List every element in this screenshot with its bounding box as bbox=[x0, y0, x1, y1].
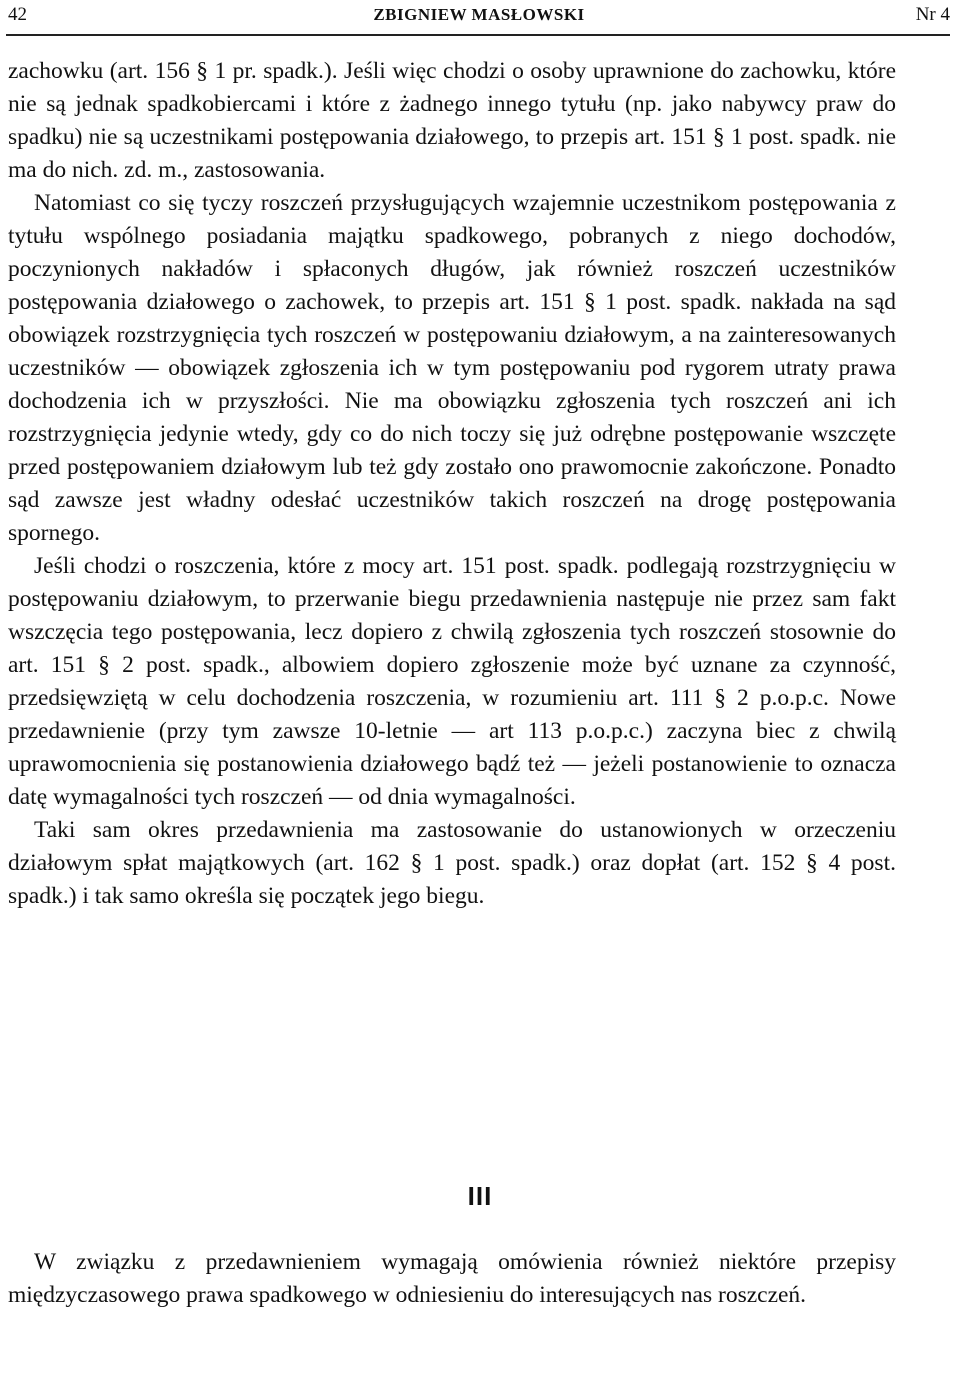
paragraph: Taki sam okres przedawnienia ma zastosowanie do ustanowionych w orzeczeniu działowym spłat majątkowych (art. 162 § 1 post. spadk.) oraz dopłat (art. 152 § 4 post. spadk.) i tak samo określa się początek jego biegu. bbox=[8, 817, 896, 909]
closing-text bbox=[8, 1246, 896, 1312]
body-text bbox=[8, 55, 896, 913]
paragraph-continuation: zachowku (art. 156 § 1 pr. spadk.). Jeśli więc chodzi o osoby uprawnione do zachowku, które nie są jednak spadkobiercami i które z żadnego innego tytułu (np. jako nabywcy praw do spadku) nie są uczestnikami postępowania działowego, to przepis art. 151 § 1 post. spadk. nie ma do nich. zd. m., zastosowania. bbox=[8, 58, 896, 183]
running-head bbox=[8, 4, 950, 32]
paragraph: W związku z przedawnieniem wymagają omówienia również niektóre przepisy międzyczasowego prawa spadkowego w odniesieniu do interesujących nas roszczeń. bbox=[8, 1249, 896, 1308]
section-number: III bbox=[467, 1181, 493, 1211]
header-rule bbox=[6, 34, 950, 36]
issue-number: Nr 4 bbox=[915, 4, 950, 25]
page-number: 42 bbox=[8, 4, 27, 25]
paragraph: Jeśli chodzi o roszczenia, które z mocy art. 151 post. spadk. podlegają rozstrzygnięciu w postępowaniu działowym, to przerwanie biegu przedawnienia następuje nie przez sam fakt wszczęcia tego postępowania, lecz dopiero z chwilą zgłoszenia tych roszczeń stosownie do art. 151 § 2 post. spadk., albowiem dopiero zgłoszenie może być uznane za czynność, przedsięwziętą w celu dochodzenia roszczenia, w rozumieniu art. 111 § 2 p.o.p.c. Nowe przedawnienie (przy tym zawsze 10-letnie — art 113 p.o.p.c.) zaczyna biec z chwilą uprawomocnienia się postanowienia działowego bądź też — jeżeli postanowienie to oznacza datę wymagalności tych roszczeń — od dnia wymagalności. bbox=[8, 553, 896, 810]
paragraph: Natomiast co się tyczy roszczeń przysługujących wzajemnie uczestnikom postępowania z tytułu wspólnego posiadania majątku spadkowego, pobranych z niego dochodów, poczynionych nakładów i spłaconych długów, jak również roszczeń uczestników postępowania działowego o zachowek, to przepis art. 151 § 1 post. spadk. nakłada na sąd obowiązek rozstrzygnięcia tych roszczeń w postępowaniu działowym, a na zainteresowanych uczestników — obowiązek zgłoszenia ich w tym postępowaniu pod rygorem utraty prawa dochodzenia ich w przyszłości. Nie ma obowiązku zgłoszenia tych roszczeń ani ich rozstrzygnięcia jedynie wtedy, gdy co do nich toczy się już odrębne postępowanie wszczęte przed postępowaniem działowym lub też gdy zostało ono prawomocnie zakończone. Ponadto sąd zawsze jest władny odesłać uczestników takich roszczeń na drogę postępowania spornego. bbox=[8, 190, 896, 546]
author-name: ZBIGNIEW MASŁOWSKI bbox=[373, 5, 585, 24]
